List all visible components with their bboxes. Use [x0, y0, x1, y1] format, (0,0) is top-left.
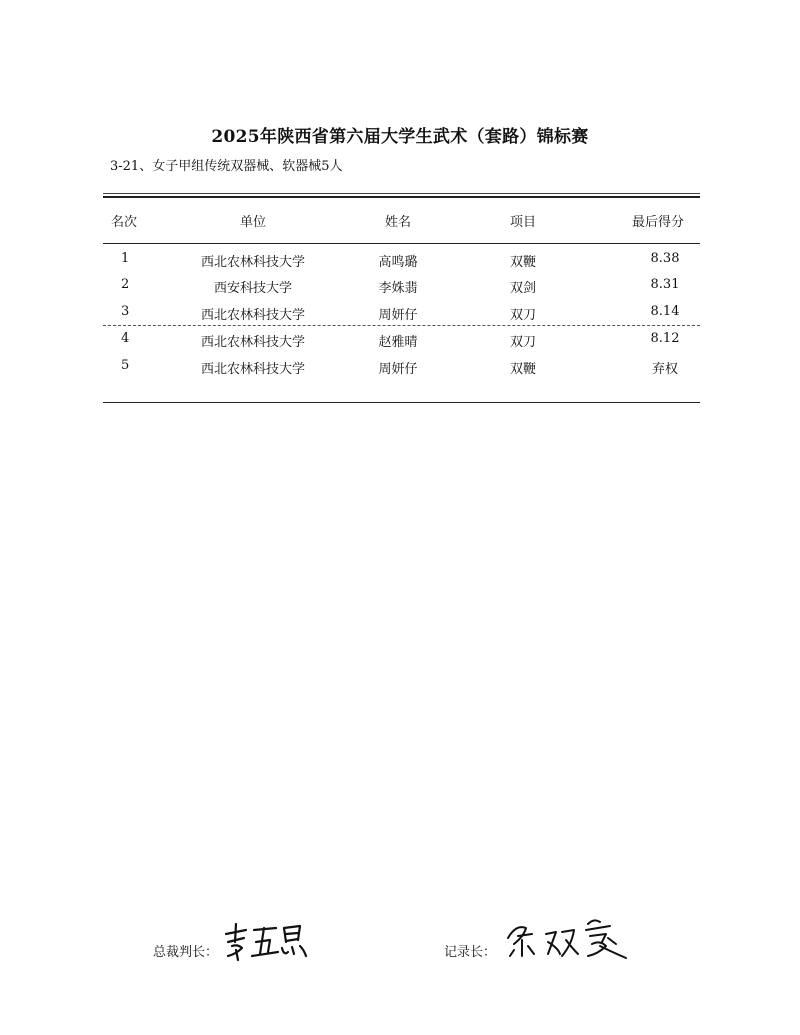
row-unit: 西北农林科技大学	[200, 335, 305, 350]
row-score: 8.38	[650, 251, 680, 266]
row-name: 赵雅晴	[378, 335, 418, 350]
header-rank: 名次	[111, 215, 138, 230]
row-name: 李姝翡	[378, 281, 418, 296]
row-unit: 西北农林科技大学	[200, 308, 305, 323]
row-score: 弃权	[651, 362, 678, 377]
table-bottom-rule	[103, 402, 700, 403]
row-rank: 5	[121, 358, 130, 373]
chief-judge-label: 总裁判长：	[153, 945, 219, 960]
row-score: 8.31	[650, 277, 680, 292]
header-unit: 单位	[239, 215, 266, 230]
row-unit: 西北农林科技大学	[200, 255, 305, 270]
row-unit: 西北农林科技大学	[200, 362, 305, 377]
table-row	[103, 358, 700, 378]
table-row	[103, 304, 700, 324]
recorder-label: 记录长：	[444, 945, 497, 960]
row-rank: 1	[121, 251, 130, 266]
table-top-rule-thick	[103, 196, 700, 198]
row-unit: 西安科技大学	[213, 281, 292, 296]
row-name: 高鸣璐	[378, 255, 418, 270]
row-score: 8.12	[650, 331, 680, 346]
chief-judge-signature	[220, 920, 310, 962]
row-event: 双鞭	[509, 362, 536, 377]
qualifier-dashed-rule	[103, 325, 700, 326]
header-event: 项目	[509, 215, 536, 230]
row-rank: 4	[121, 331, 130, 346]
table-row	[103, 251, 700, 271]
row-name: 周妍仔	[378, 362, 418, 377]
header-rule	[103, 243, 700, 244]
row-event: 双刀	[509, 308, 536, 323]
row-rank: 3	[121, 304, 130, 319]
table-row	[103, 331, 700, 351]
table-header-row	[103, 211, 700, 231]
row-rank: 2	[121, 277, 130, 292]
page-title: 2025年陕西省第六届大学生武术（套路）锦标赛	[211, 127, 589, 147]
header-score: 最后得分	[631, 215, 684, 230]
header-name: 姓名	[384, 215, 411, 230]
table-top-rule-thin	[103, 193, 700, 194]
row-name: 周妍仔	[378, 308, 418, 323]
recorder-signature	[502, 914, 632, 962]
row-event: 双刀	[509, 335, 536, 350]
event-subtitle: 3-21、女子甲组传统双器械、软器械5人	[110, 159, 343, 174]
row-event: 双鞭	[509, 255, 536, 270]
row-score: 8.14	[650, 304, 680, 319]
row-event: 双剑	[509, 281, 536, 296]
table-row	[103, 277, 700, 297]
